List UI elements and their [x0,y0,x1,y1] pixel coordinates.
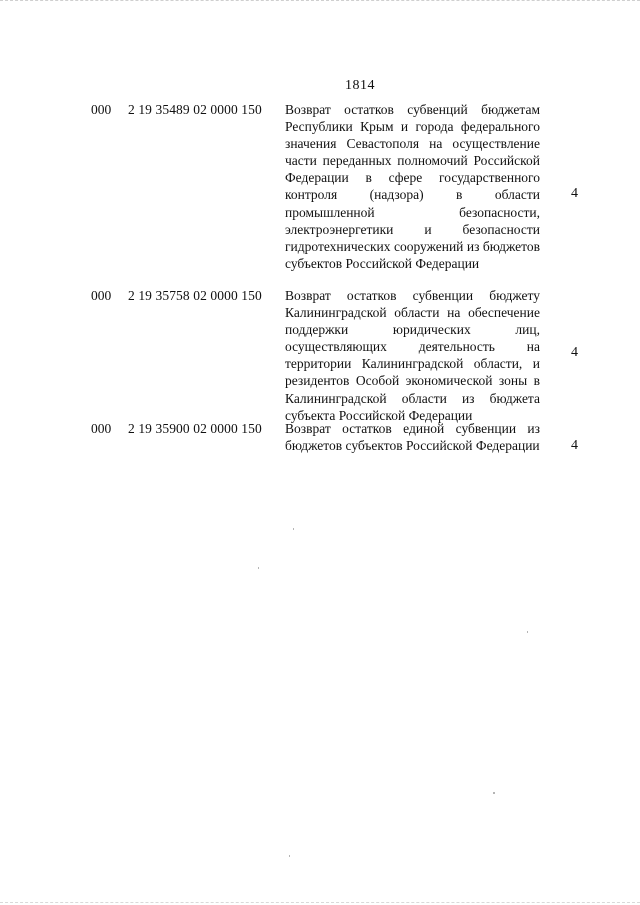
scan-speck [289,855,290,857]
scan-edge-top [0,0,640,4]
admin-code: 000 [91,421,112,436]
scan-speck [527,631,528,633]
budget-classification-code: 2 19 35489 02 0000 150 [128,102,262,117]
row-description: Возврат остатков субвенции бюджету Калининградской области на обеспечение поддержки юридических лиц, осуществляющих деятельность на территории Калининградской области, и резидентов Особой экономической зоны в Калининградской области из бюджета субъекта Российской Федерации [285,288,540,423]
budget-classification-code: 2 19 35758 02 0000 150 [128,288,262,303]
budget-classification-code: 2 19 35900 02 0000 150 [128,421,262,436]
row-value: 4 [571,186,578,201]
admin-code: 000 [91,102,112,117]
scan-edge-bottom [0,899,640,903]
scan-speck [493,792,495,794]
row-description: Возврат остатков единой субвенции из бюджетов субъектов Российской Федерации [285,421,540,454]
row-description: Возврат остатков субвенций бюджетам Республики Крым и города федерального значения Севастополя на осуществление части переданных полномочий Российской Федерации в сфере государственного контроля (надзора) в области промышленной безопасности, электроэнергетики и безопасности гидротехнических сооружений из бюджетов субъектов Российской Федерации [285,102,540,271]
page-number: 1814 [345,78,375,93]
scan-speck [293,528,294,530]
scan-speck [258,567,259,569]
row-value: 4 [571,438,578,453]
admin-code: 000 [91,288,112,303]
row-value: 4 [571,345,578,360]
